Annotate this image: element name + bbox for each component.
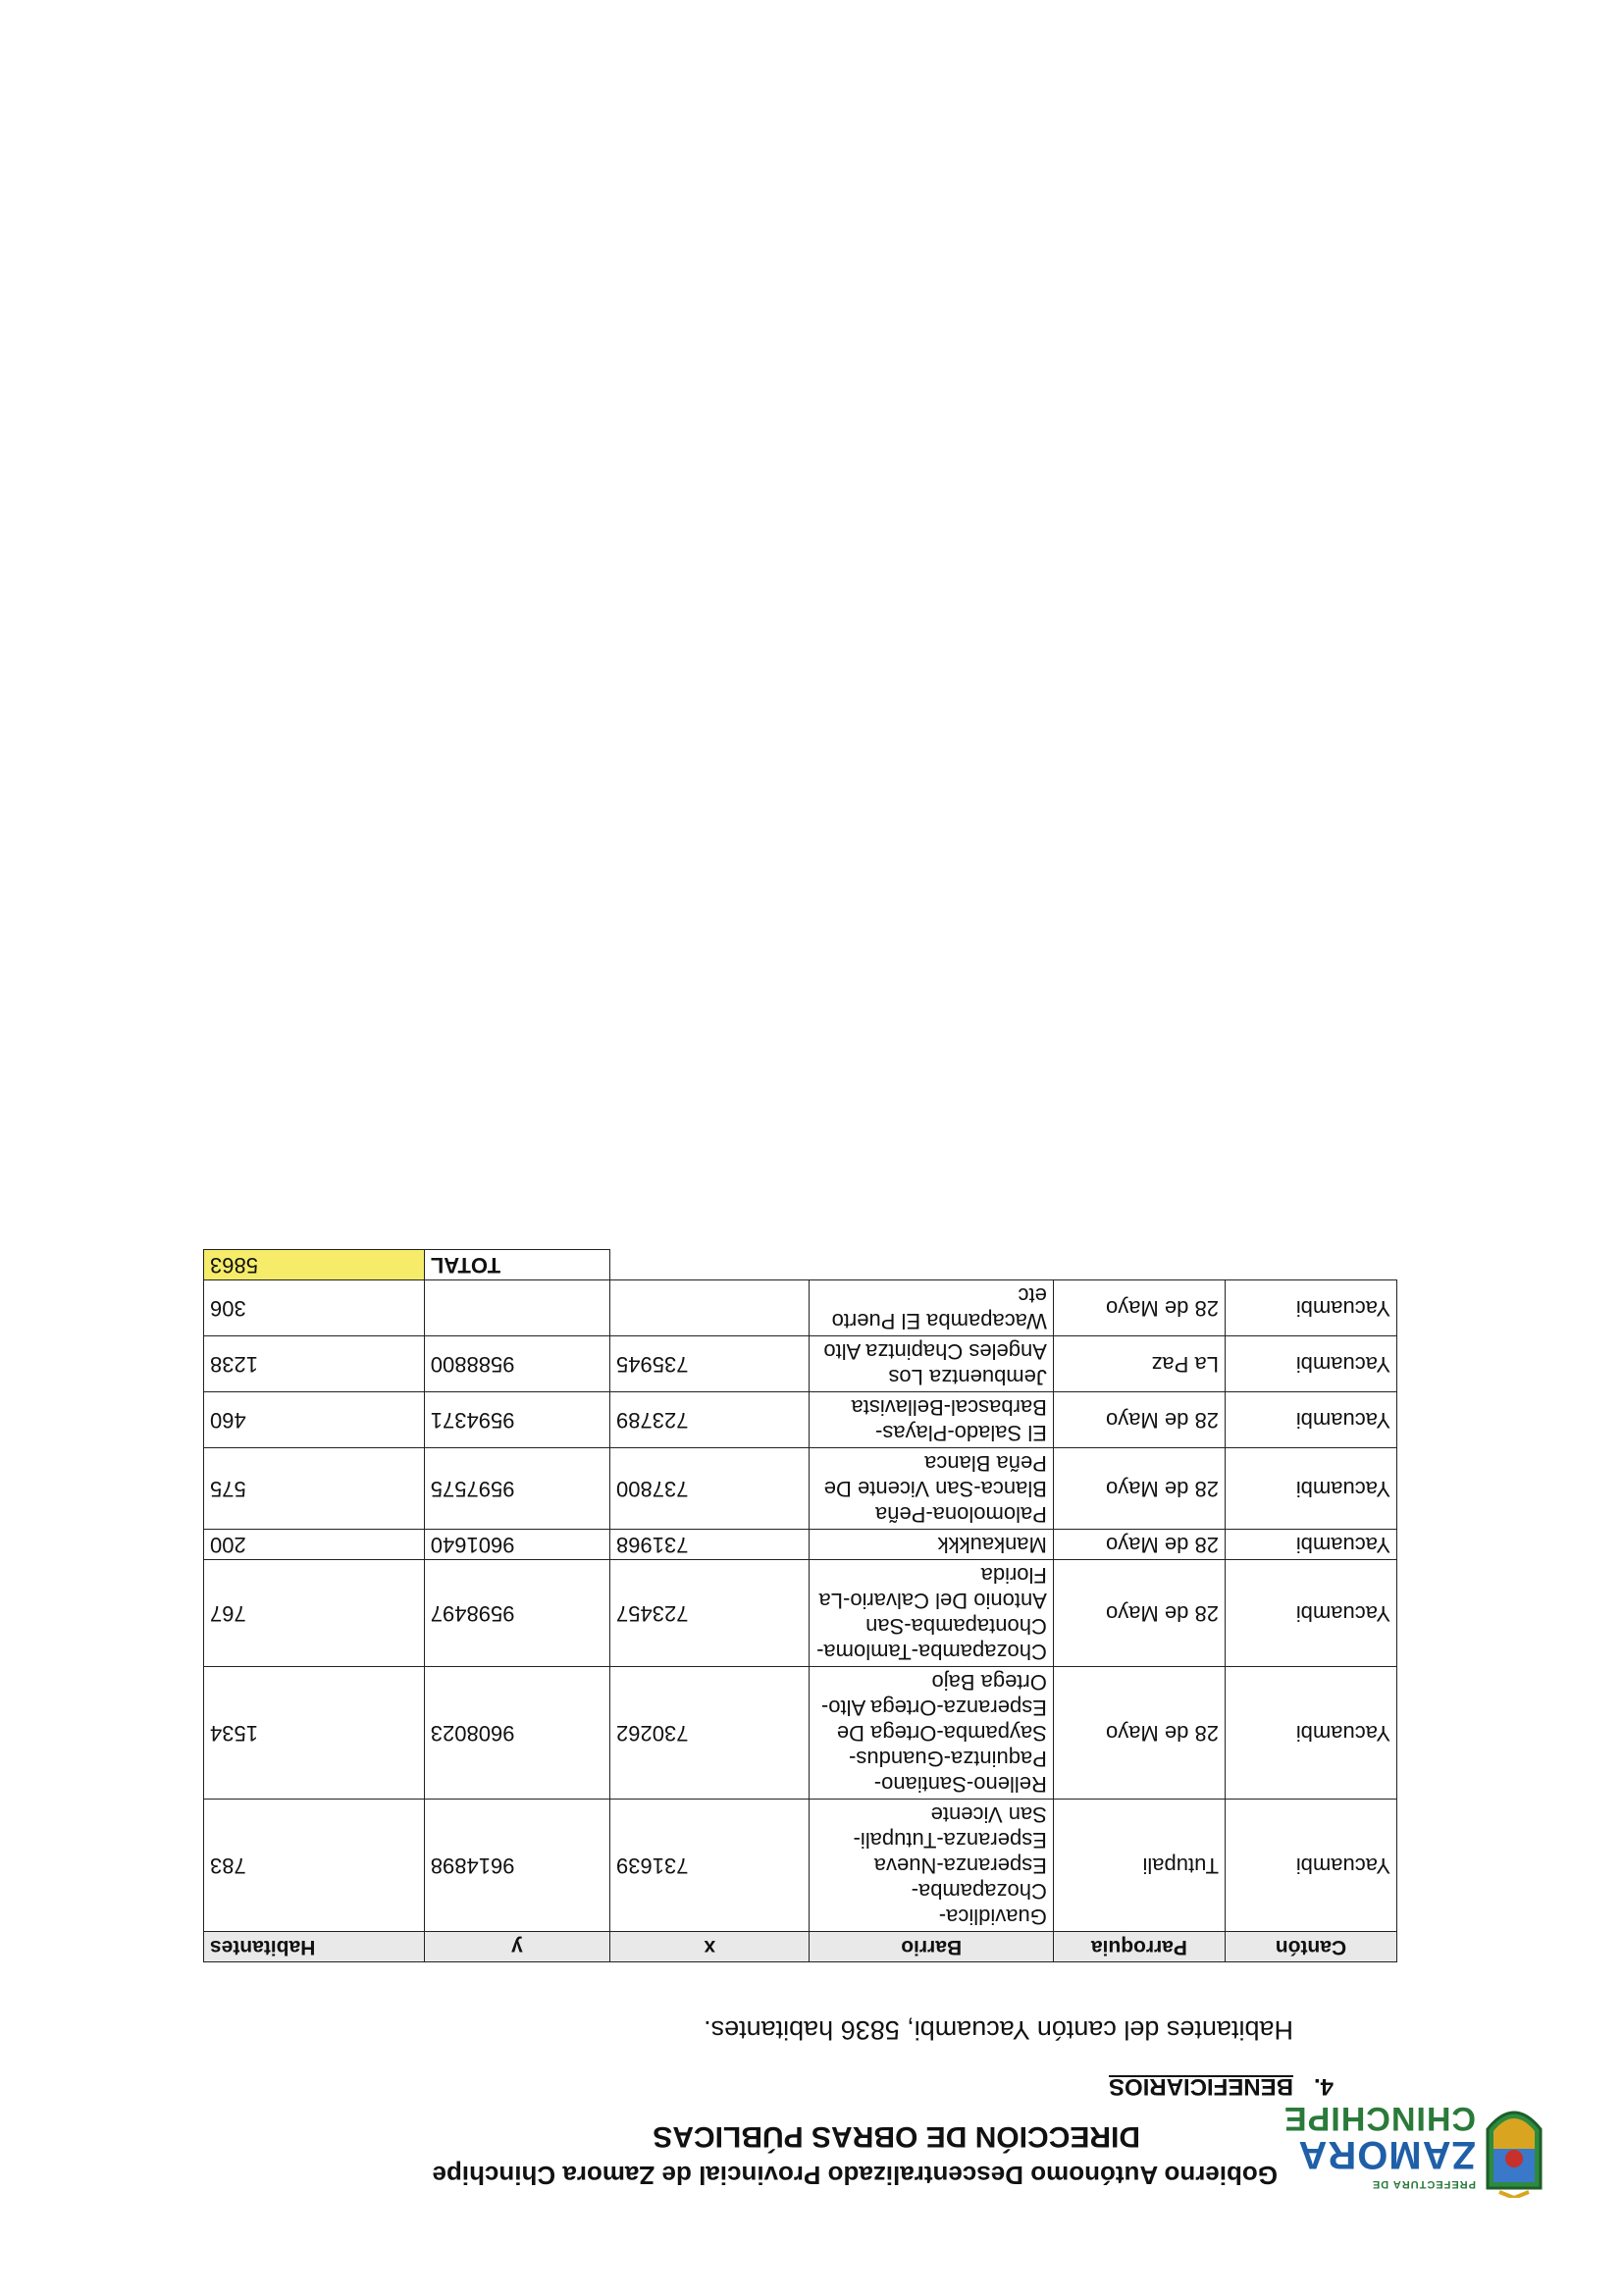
table-row [204, 1560, 1397, 1667]
brand-name-chinchipe: CHINCHIPE [1283, 2100, 1476, 2137]
cell-barrio: Wacapamba El Puerto etc [810, 1280, 1053, 1336]
table-row [204, 1530, 1397, 1560]
government-header: Gobierno Autónomo Descentralizado Provincial de Zamora Chinchipe [432, 2161, 1278, 2190]
cell-habitantes: 306 [204, 1280, 425, 1336]
cell-barrio: Relleno-Santiano-Paquintza-Guandus-Saypamba-Ortega De Esperanza-Ortega Alto-Ortega Bajo [810, 1667, 1053, 1800]
brand-name-zamora: ZAMORA [1297, 2133, 1476, 2176]
cell-canton: Yacuambi [1225, 1280, 1396, 1336]
table-header-row [204, 1932, 1397, 1962]
section-intro: Habitantes del cantón Yacuambi, 5836 habitantes. [704, 2015, 1293, 2045]
cell-habitantes: 1534 [204, 1667, 425, 1800]
table-row [204, 1392, 1397, 1448]
total-label: TOTAL [424, 1250, 609, 1280]
cell-x [610, 1280, 810, 1336]
cell-canton: Yacuambi [1225, 1530, 1396, 1560]
beneficiaries-table [203, 1249, 1397, 1962]
cell-canton: Yacuambi [1225, 1448, 1396, 1530]
cell-x: 723457 [610, 1560, 810, 1667]
cell-parroquia: 28 de Mayo [1053, 1392, 1225, 1448]
cell-y: 9601640 [424, 1530, 609, 1560]
header-y: y [424, 1932, 609, 1962]
cell-barrio: Palomolona-Peña Blanca-San Vicente De Peña Blanca [810, 1448, 1053, 1530]
cell-y: 9597575 [424, 1448, 609, 1530]
cell-parroquia: 28 de Mayo [1053, 1530, 1225, 1560]
cell-x: 735945 [610, 1336, 810, 1392]
header-canton: Cantón [1225, 1932, 1396, 1962]
cell-habitantes: 767 [204, 1560, 425, 1667]
cell-y: 9614898 [424, 1800, 609, 1932]
total-value: 5863 [204, 1250, 425, 1280]
cell-x: 730262 [610, 1667, 810, 1800]
cell-y: 9594371 [424, 1392, 609, 1448]
cell-y: 9588800 [424, 1336, 609, 1392]
table-row [204, 1448, 1397, 1530]
cell-habitantes: 575 [204, 1448, 425, 1530]
section-number: 4. [1313, 2073, 1334, 2100]
cell-canton: Yacuambi [1225, 1667, 1396, 1800]
cell-barrio: El Salado-Playas-Barbascal-Bellavista [810, 1392, 1053, 1448]
cell-parroquia: 28 de Mayo [1053, 1560, 1225, 1667]
cell-barrio: Chozapamba-Tamloma-Chontapamba-San Antonio Del Calvario-La Florida [810, 1560, 1053, 1667]
section-title: BENEFICIARIOS [1108, 2073, 1293, 2100]
header-barrio: Barrio [810, 1932, 1053, 1962]
cell-barrio: Guavidlica-Chozapamba-Esperanza-Nueva Esperanza-Tutupali-San Vicente [810, 1800, 1053, 1932]
table-row [204, 1336, 1397, 1392]
header-habitantes: Habitantes [204, 1932, 425, 1962]
cell-canton: Yacuambi [1225, 1800, 1396, 1932]
header-parroquia: Parroquia [1053, 1932, 1225, 1962]
header-x: x [610, 1932, 810, 1962]
table-row [204, 1280, 1397, 1336]
cell-canton: Yacuambi [1225, 1392, 1396, 1448]
total-spacer [610, 1250, 1397, 1280]
cell-barrio: Jembuentza Los Angeles Chapintza Alto [810, 1336, 1053, 1392]
cell-y: 9598497 [424, 1560, 609, 1667]
cell-habitantes: 460 [204, 1392, 425, 1448]
cell-x: 731639 [610, 1800, 810, 1932]
cell-habitantes: 1238 [204, 1336, 425, 1392]
table-total-row [204, 1250, 1397, 1280]
cell-parroquia: 28 de Mayo [1053, 1448, 1225, 1530]
cell-habitantes: 200 [204, 1530, 425, 1560]
brand-prefix: PREFECTURA DE [1371, 2178, 1476, 2190]
cell-x: 731968 [610, 1530, 810, 1560]
cell-y: 9608023 [424, 1667, 609, 1800]
cell-barrio: Mankaukkk [810, 1530, 1053, 1560]
direction-header: DIRECCIÓN DE OBRAS PÚBLICAS [653, 2120, 1140, 2153]
cell-x: 737800 [610, 1448, 810, 1530]
table-row [204, 1667, 1397, 1800]
cell-parroquia: Tutupali [1053, 1800, 1225, 1932]
cell-canton: Yacuambi [1225, 1336, 1396, 1392]
cell-x: 723789 [610, 1392, 810, 1448]
cell-canton: Yacuambi [1225, 1560, 1396, 1667]
cell-parroquia: 28 de Mayo [1053, 1667, 1225, 1800]
table-row [204, 1800, 1397, 1932]
cell-parroquia: 28 de Mayo [1053, 1280, 1225, 1336]
cell-habitantes: 783 [204, 1800, 425, 1932]
cell-parroquia: La Paz [1053, 1336, 1225, 1392]
cell-y [424, 1280, 609, 1336]
